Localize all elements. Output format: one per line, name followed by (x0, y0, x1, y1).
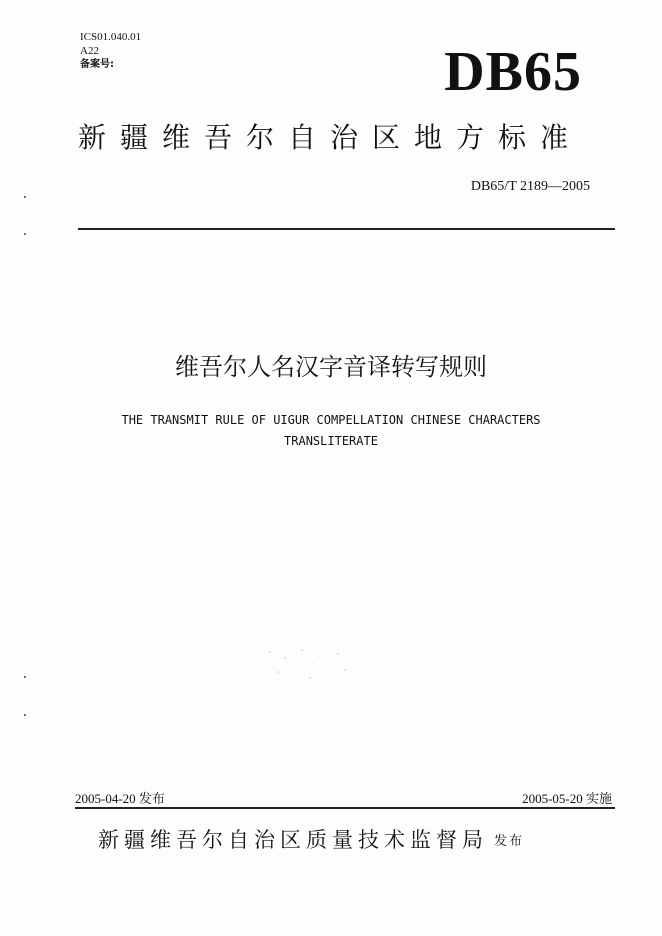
standard-number: DB65/T 2189—2005 (470, 179, 590, 194)
publisher-line (98, 826, 524, 856)
filing-number-label: 备案号: (80, 59, 114, 70)
publish-label: 发布 (494, 834, 525, 849)
ics-code: ICS01.040.01 (80, 31, 142, 43)
ccs-code: A22 (80, 45, 99, 57)
top-divider (78, 228, 615, 230)
scan-artifact (250, 640, 370, 690)
bottom-divider (75, 807, 615, 809)
margin-mark (24, 196, 26, 198)
classification-block (80, 30, 141, 72)
margin-mark (24, 676, 26, 678)
issue-date: 2005-04-20 发布 (75, 791, 165, 806)
date-row (75, 788, 612, 806)
publisher-name: 新疆维吾尔自治区质量技术监督局 (98, 828, 488, 852)
margin-mark (24, 233, 26, 235)
title-en-line-1: THE TRANSMIT RULE OF UIGUR COMPELLATION CHINESE CHARACTERS (121, 413, 541, 427)
document-title-en (0, 410, 662, 452)
standard-type-title: 新疆维吾尔自治区地方标准 (78, 121, 583, 154)
standard-code: DB65 (444, 41, 582, 103)
margin-mark (24, 714, 26, 716)
document-title-cn: 维吾尔人名汉字音译转写规则 (175, 353, 487, 381)
title-en-line-2: TRANSLITERATE (284, 434, 378, 448)
implementation-date: 2005-05-20 实施 (522, 791, 612, 806)
